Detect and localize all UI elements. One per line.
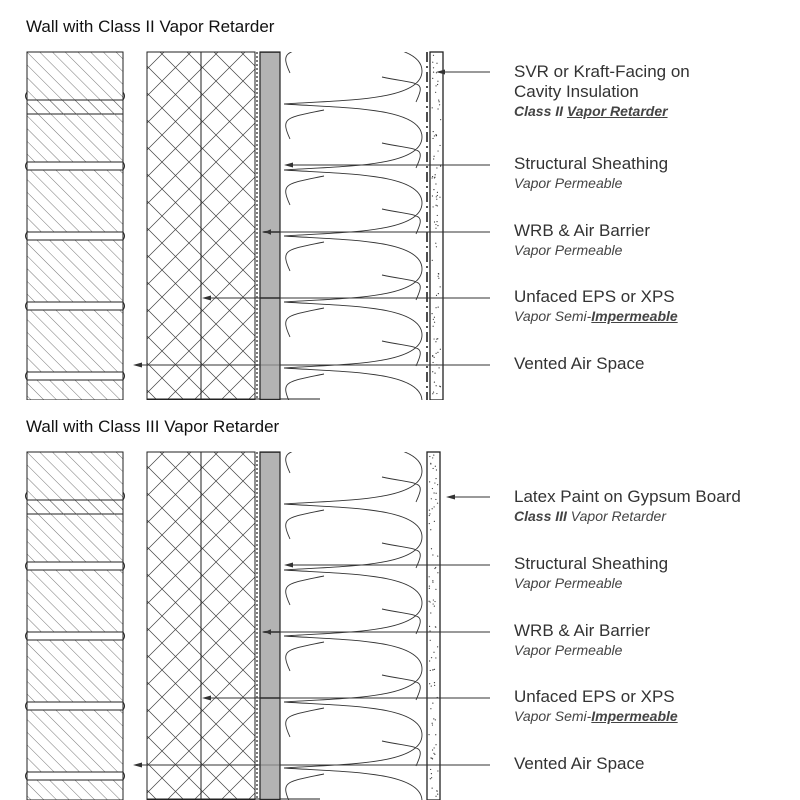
gypsum-board [430, 52, 443, 400]
layer-label [514, 621, 650, 659]
note-segment: Impermeable [591, 708, 678, 724]
panel-title: Wall with Class III Vapor Retarder [26, 417, 280, 436]
layer-permeance-note [514, 102, 690, 120]
layer-label [514, 687, 678, 725]
note-segment: Vapor Permeable [514, 175, 623, 191]
arrow-left-icon [446, 495, 455, 500]
layer-label [514, 354, 644, 374]
layer-permeance-note [514, 174, 668, 192]
brick-veneer [26, 452, 125, 800]
mortar-joint [26, 632, 125, 640]
arrow-left-icon [133, 763, 142, 768]
note-segment: Class III [514, 508, 567, 524]
batt-insulation [284, 0, 422, 400]
layer-label [514, 754, 644, 774]
layer-label-text: Structural Sheathing [514, 554, 669, 573]
layer-label [514, 154, 668, 192]
note-segment: Vapor Semi- [514, 308, 592, 324]
mortar-joint [26, 772, 125, 780]
layer-label-text: Vented Air Space [514, 354, 645, 373]
mortar-joint [26, 162, 125, 170]
leader-line [284, 563, 490, 568]
mortar-joint [26, 302, 125, 310]
arrow-left-icon [284, 163, 293, 168]
layer-label [514, 221, 650, 259]
layer-label [514, 62, 690, 120]
panel-class-iii [0, 400, 800, 800]
layer-permeance-note [514, 574, 668, 592]
layer-label-text: Unfaced EPS or XPS [514, 687, 675, 706]
brick [27, 380, 123, 400]
brick [27, 100, 123, 162]
layer-permeance-note [514, 307, 678, 325]
note-segment: Vapor Permeable [514, 642, 623, 658]
structural-sheathing [260, 52, 280, 400]
brick-veneer [26, 52, 125, 400]
arrow-left-icon [284, 563, 293, 568]
leader-line [262, 630, 490, 635]
note-segment: Vapor Permeable [514, 242, 623, 258]
layer-label [514, 554, 668, 592]
layer-permeance-note [514, 641, 650, 659]
brick [27, 570, 123, 632]
brick [27, 710, 123, 772]
note-segment: Class II [514, 103, 564, 119]
layer-label-text: WRB & Air Barrier [514, 621, 651, 640]
mortar-joint [26, 232, 125, 240]
note-segment: Vapor Semi- [514, 708, 592, 724]
note-segment: Vapor Retarder [566, 508, 667, 524]
leader-line [446, 495, 490, 500]
layer-label-text: SVR or Kraft-Facing on [514, 62, 690, 81]
leader-line [262, 230, 490, 235]
brick [27, 500, 123, 562]
layer-permeance-note [514, 507, 741, 525]
brick [27, 310, 123, 372]
layer-label-text: WRB & Air Barrier [514, 221, 651, 240]
leader-line [436, 70, 490, 75]
layer-label-text: Unfaced EPS or XPS [514, 287, 675, 306]
layer-label [514, 287, 678, 325]
brick [27, 170, 123, 232]
leader-line [284, 163, 490, 168]
layer-label-text: Cavity Insulation [514, 82, 639, 101]
layer-label [514, 487, 741, 525]
brick [27, 640, 123, 702]
layer-label-text: Latex Paint on Gypsum Board [514, 487, 741, 506]
structural-sheathing [260, 452, 280, 800]
wall-section-drawing [0, 400, 800, 800]
gypsum-board [427, 452, 440, 800]
layer-label-text: Vented Air Space [514, 754, 645, 773]
brick [27, 780, 123, 800]
layer-permeance-note [514, 707, 678, 725]
brick [27, 240, 123, 302]
note-segment: Vapor Retarder [566, 103, 668, 119]
batt-insulation [284, 400, 422, 800]
panel-title: Wall with Class II Vapor Retarder [26, 17, 275, 36]
layer-label-text: Structural Sheathing [514, 154, 669, 173]
note-segment: Vapor Permeable [514, 575, 623, 591]
layer-permeance-note [514, 241, 650, 259]
mortar-joint [26, 562, 125, 570]
note-segment: Impermeable [591, 308, 678, 324]
mortar-joint [26, 702, 125, 710]
mortar-joint [26, 372, 125, 380]
arrow-left-icon [133, 363, 142, 368]
